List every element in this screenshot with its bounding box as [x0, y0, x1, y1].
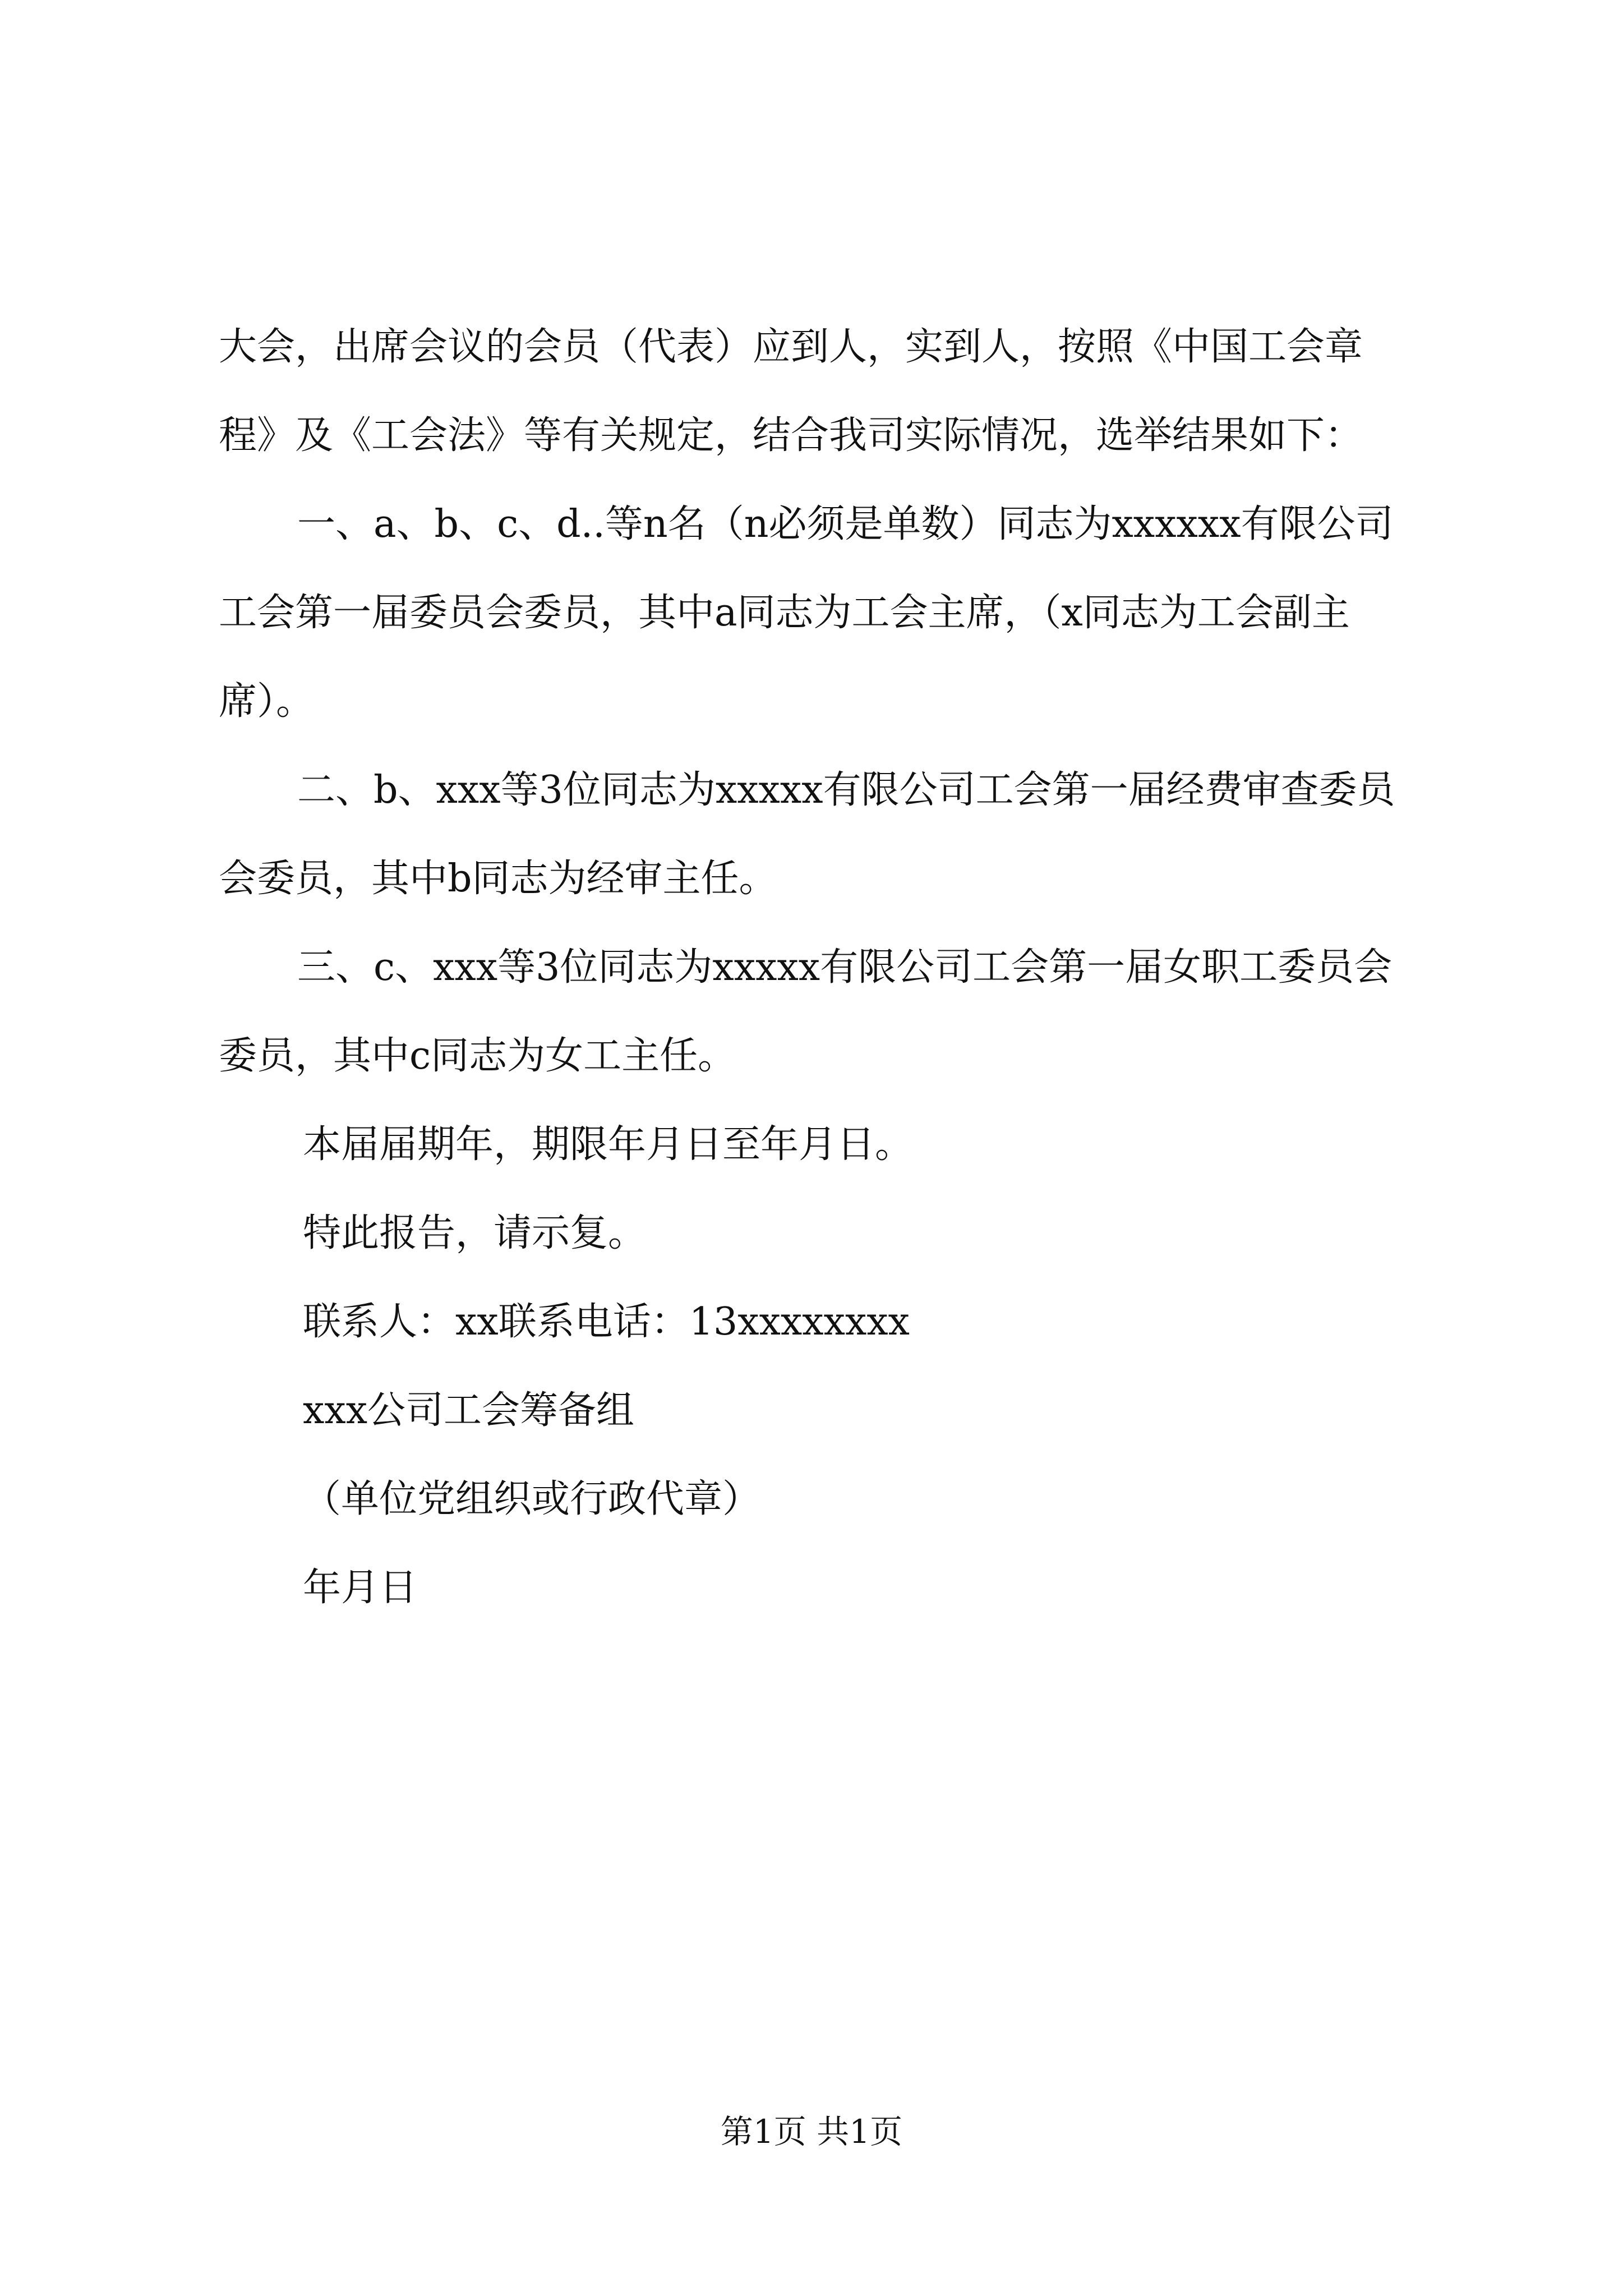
page-number-label: 第1页 共1页 [720, 2113, 903, 2151]
paragraph-item-1: 一、a、b、c、d..等n名（n必须是单数）同志为xxxxxx有限公司工会第一届委员会委员，其中a同志为工会主席，（x同志为工会副主席）。 [219, 502, 1394, 724]
request-line: 特此报告，请示复。 [303, 1211, 647, 1255]
document-body [219, 303, 1419, 1632]
date-line: 年月日 [303, 1566, 418, 1610]
page-footer [0, 2109, 1623, 2154]
term-line: 本届届期年，期限年月日至年月日。 [303, 1122, 914, 1167]
paragraph-item-2: 二、b、xxx等3位同志为xxxxx有限公司工会第一届经费审查委员会委员，其中b同志为经审主任。 [219, 768, 1395, 901]
signature-org: xxx公司工会筹备组 [303, 1388, 635, 1433]
paragraph-item-3: 三、c、xxx等3位同志为xxxxx有限公司工会第一届女职工委员会委员，其中c同志为女工主任。 [219, 945, 1393, 1078]
contact-line: 联系人：xx联系电话：13xxxxxxxx [303, 1300, 910, 1344]
seal-note: （单位党组织或行政代章） [303, 1477, 761, 1521]
paragraph-intro: 大会，出席会议的会员（代表）应到人，实到人，按照《中国工会章程》及《工会法》等有关规定，结合我司实际情况，选举结果如下： [219, 325, 1363, 458]
